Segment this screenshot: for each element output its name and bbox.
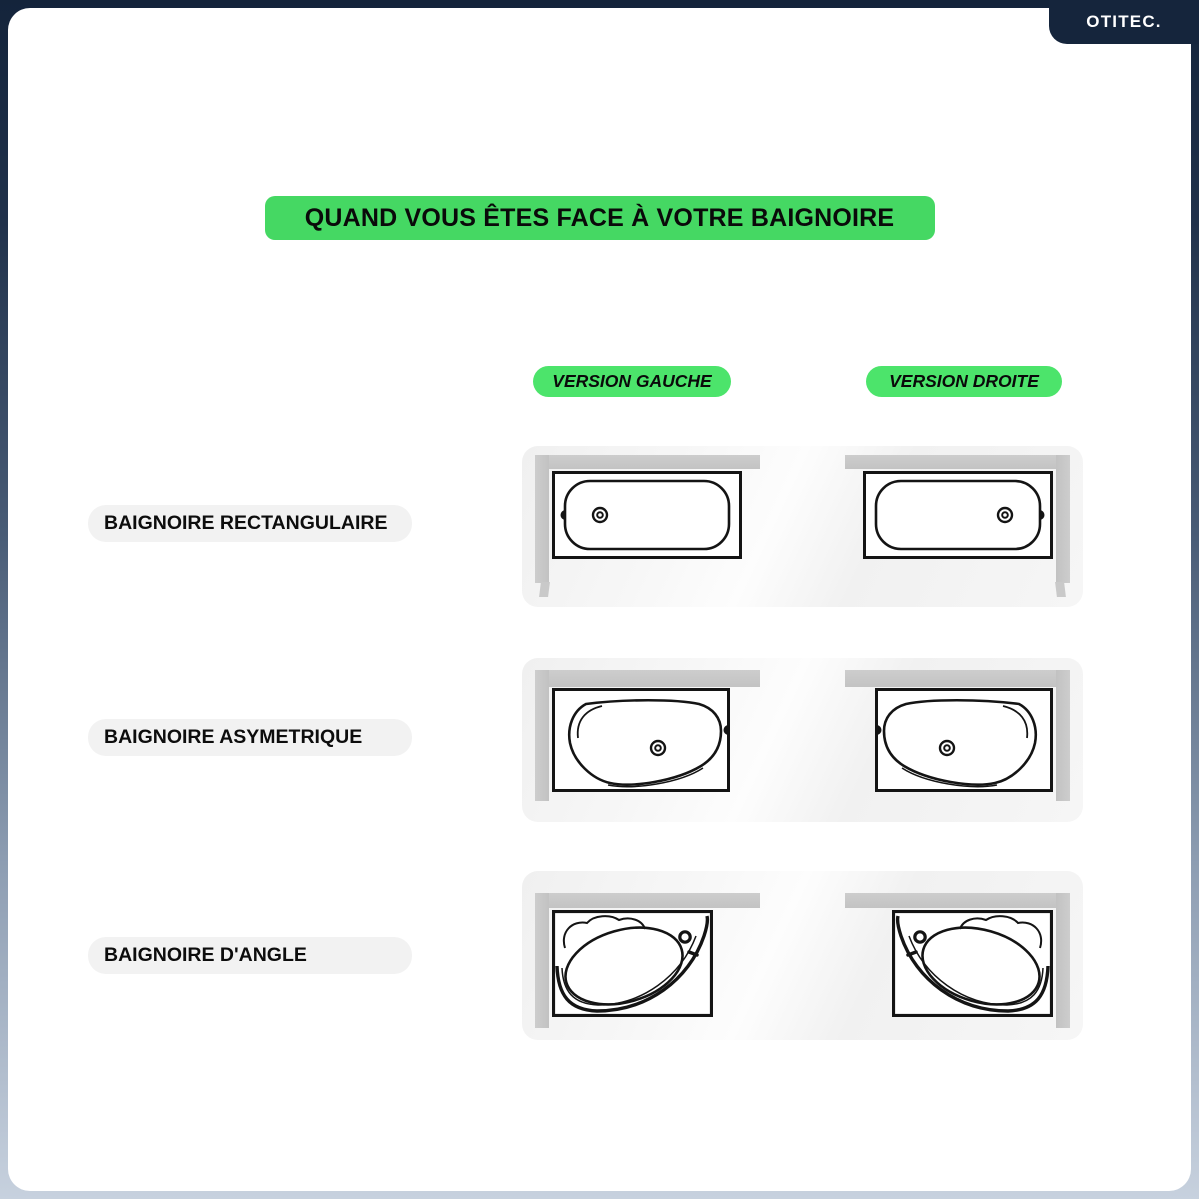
- column-header-version-droite: [866, 366, 1062, 397]
- bathtub-angle-version-gauche: [535, 893, 770, 1033]
- wall-segment-foot: [539, 582, 550, 597]
- bathtub-asymetrique-version-droite: [835, 670, 1070, 810]
- wall-segment-side: [535, 455, 549, 583]
- row-label-asymetrique: [88, 719, 412, 756]
- diagram-panel-asymetrique: [522, 658, 1083, 822]
- wall-segment-side: [1056, 893, 1070, 1028]
- row-label-angle: [88, 937, 412, 974]
- wall-segment-side: [535, 670, 549, 801]
- bathtub-rectangulaire-version-droite: [835, 455, 1070, 601]
- brand-logo-text: OTITEC.: [1086, 12, 1162, 31]
- wall-segment-side: [1056, 670, 1070, 801]
- wall-segment-side: [1056, 455, 1070, 583]
- bathtub-rectangular-top-view-icon: [863, 471, 1053, 559]
- bathtub-corner-top-view-icon: [892, 910, 1053, 1017]
- column-header-label: VERSION GAUCHE: [552, 371, 712, 391]
- brand-badge: [1049, 0, 1199, 44]
- row-label-text: BAIGNOIRE ASYMETRIQUE: [104, 726, 363, 748]
- bathtub-corner-top-view-icon: [552, 910, 713, 1017]
- wall-segment-top: [845, 455, 1070, 469]
- wall-segment-side: [535, 893, 549, 1028]
- row-label-text: BAIGNOIRE RECTANGULAIRE: [104, 512, 388, 534]
- wall-segment-top: [535, 893, 760, 908]
- bathtub-asymetrique-version-gauche: [535, 670, 770, 810]
- wall-segment-top: [535, 455, 760, 469]
- bathtub-rectangular-top-view-icon: [552, 471, 742, 559]
- bathtub-asymmetric-top-view-icon: [875, 688, 1053, 792]
- bathtub-rectangulaire-version-gauche: [535, 455, 770, 601]
- column-header-version-gauche: [533, 366, 731, 397]
- title-banner: [265, 196, 935, 240]
- wall-segment-top: [845, 670, 1070, 687]
- bathtub-angle-version-droite: [835, 893, 1070, 1033]
- page-title: QUAND VOUS ÊTES FACE À VOTRE BAIGNOIRE: [304, 203, 895, 232]
- wall-segment-top: [535, 670, 760, 687]
- row-label-text: BAIGNOIRE D'ANGLE: [104, 944, 307, 966]
- column-header-label: VERSION DROITE: [889, 371, 1039, 391]
- row-label-rectangulaire: [88, 505, 412, 542]
- bathtub-asymmetric-top-view-icon: [552, 688, 730, 792]
- infographic-card: [8, 8, 1191, 1191]
- diagram-panel-rectangulaire: [522, 446, 1083, 607]
- diagram-panel-angle: [522, 871, 1083, 1040]
- wall-segment-foot: [1055, 582, 1066, 597]
- wall-segment-top: [845, 893, 1070, 908]
